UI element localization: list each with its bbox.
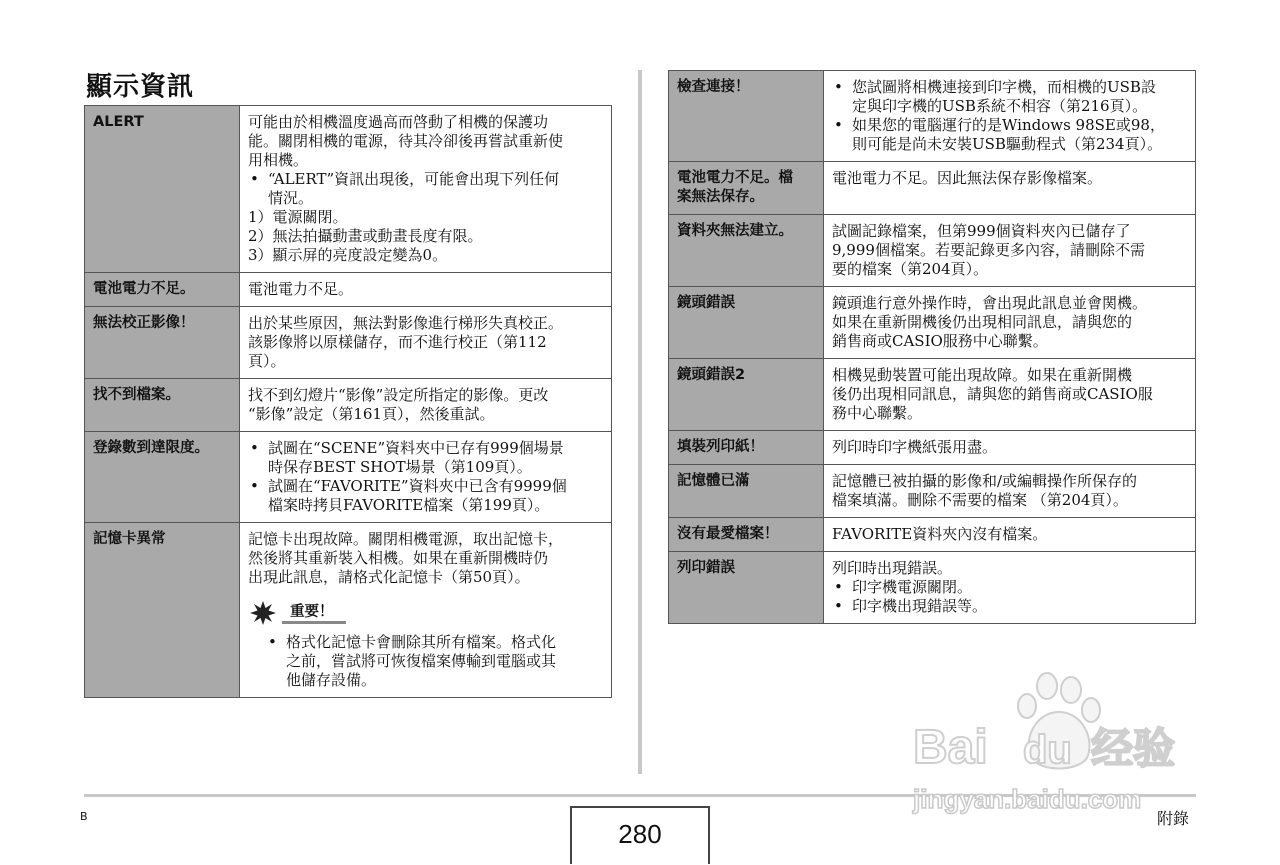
svg-text:du: du (1023, 728, 1072, 772)
starburst-icon (250, 601, 276, 625)
table-row (85, 379, 612, 432)
table-row (669, 71, 1196, 162)
page-number: 280 (570, 806, 710, 864)
message-description (824, 162, 1196, 215)
bullet-line: • 您試圖將相機連接到印字機，而相機的USB設 (852, 78, 1156, 96)
table-row (669, 552, 1196, 624)
message-description (824, 71, 1196, 162)
bullet-line: • 如果您的電腦運行的是Windows 98SE或98， (852, 116, 1165, 134)
bullet-line: • “ALERT”資訊出現後，可能會出現下列任何 (268, 170, 560, 188)
message-key-text: 記憶體已滿 (677, 473, 750, 489)
bullet-line: 定與印字機的USB系統不相容（第216頁）。 (852, 97, 1148, 115)
bullet-line: 檔案時拷貝FAVORITE檔案（第199頁）。 (268, 496, 550, 514)
bullet-item (248, 439, 603, 477)
description-line: 可能由於相機溫度過高而啓動了相機的保護功 (248, 113, 549, 131)
table-row (669, 215, 1196, 287)
bullet-line: 情況。 (268, 189, 314, 207)
message-description (240, 307, 612, 379)
message-key (669, 359, 824, 431)
description-line: 如果在重新開機後仍出現相同訊息，請與您的 (832, 313, 1133, 331)
message-description (824, 431, 1196, 465)
message-key (669, 518, 824, 552)
table-row (669, 518, 1196, 552)
numbered-item: 2）無法拍攝動畫或動畫長度有限。 (248, 227, 483, 245)
table-row (669, 162, 1196, 215)
description-line: 找不到幻燈片“影像”設定所指定的影像。更改 (248, 386, 549, 404)
watermark-url: jingyan.baidu.com (913, 784, 1142, 814)
message-key-text: 鏡頭錯誤2 (677, 367, 746, 383)
message-key-text: 資料夾無法建立。 (677, 223, 793, 239)
message-key-line: 案無法保存。 (677, 189, 764, 205)
message-description (824, 552, 1196, 624)
description-line: 銷售商或CASIO服務中心聯繫。 (832, 332, 1048, 350)
message-key-text: 無法校正影像！ (93, 315, 195, 331)
bullet-item (832, 578, 1187, 597)
table-row (85, 432, 612, 523)
description-line: 要的檔案（第204頁）。 (832, 260, 989, 278)
bullet-line: 他儲存設備。 (286, 671, 377, 689)
description-line: 用相機。 (248, 151, 309, 169)
table-row (669, 465, 1196, 518)
message-key-text: 登錄數到達限度。 (93, 440, 209, 456)
numbered-item: 1）電源關閉。 (248, 208, 348, 226)
table-row (669, 359, 1196, 431)
message-key (669, 162, 824, 215)
message-key (85, 432, 240, 523)
description-line: 試圖記錄檔案，但第999個資料夾內已儲存了 (832, 222, 1131, 240)
message-key (85, 273, 240, 307)
bullet-line: 時保存BEST SHOT場景（第109頁）。 (268, 458, 532, 476)
message-key (669, 552, 824, 624)
bullet-item (248, 170, 603, 208)
description-line: 列印時出現錯誤。 (832, 559, 953, 577)
table-row (85, 106, 612, 273)
message-key-text: 記憶卡異常 (93, 531, 166, 547)
message-description (824, 518, 1196, 552)
message-description (240, 379, 612, 432)
footer-left-mark: B (80, 810, 88, 823)
description-line: 能。關閉相機的電源，待其冷卻後再嘗試重新使 (248, 132, 564, 150)
message-key (669, 71, 824, 162)
svg-text:Bai: Bai (913, 721, 988, 774)
bullet-item (266, 633, 603, 690)
message-description (240, 106, 612, 273)
right-message-table (668, 70, 1196, 624)
important-notice (248, 601, 603, 625)
message-description (240, 273, 612, 307)
message-key (85, 379, 240, 432)
description-line: 電池電力不足。因此無法保存影像檔案。 (832, 169, 1103, 187)
description-line: 鏡頭進行意外操作時，會出現此訊息並會関機。 (832, 294, 1148, 312)
important-label: 重要！ (290, 604, 334, 620)
table-row (669, 287, 1196, 359)
footer-section-label: 附錄 (1157, 809, 1190, 828)
message-key (85, 523, 240, 698)
message-key-text: 電池電力不足。 (93, 281, 195, 297)
description-line: 然後將其重新裝入相機。如果在重新開機時仍 (248, 549, 549, 567)
description-line: 列印時印字機紙張用盡。 (832, 438, 998, 456)
message-key-text: 找不到檔案。 (93, 387, 180, 403)
message-key (85, 307, 240, 379)
description-line: 相機晃動裝置可能出現故障。如果在重新開機 (832, 366, 1133, 384)
description-line: 出於某些原因，無法對影像進行梯形失真校正。 (248, 314, 564, 332)
bullet-line: • 印字機電源關閉。 (852, 578, 973, 596)
description-line: 務中心聯繫。 (832, 404, 923, 422)
column-divider (638, 70, 642, 774)
message-description (824, 215, 1196, 287)
message-key-text: 填裝列印紙！ (677, 439, 764, 455)
message-key (669, 431, 824, 465)
message-description (824, 287, 1196, 359)
message-description (240, 432, 612, 523)
numbered-item: 3）顯示屏的亮度設定變為0。 (248, 246, 448, 264)
bullet-item (832, 597, 1187, 616)
description-line: 9,999個檔案。若要記錄更多內容，請刪除不需 (832, 241, 1145, 259)
message-description (240, 523, 612, 698)
description-line: 記憶卡出現故障。關閉相機電源，取出記憶卡， (248, 530, 564, 548)
bullet-line: 之前，嘗試將可恢復檔案傳輸到電腦或其 (286, 652, 557, 670)
svg-text:经验: 经验 (1091, 724, 1176, 773)
table-row (85, 523, 612, 698)
message-key-line: 電池電力不足。檔 (677, 170, 793, 186)
message-key-text: ALERT (93, 114, 144, 130)
bullet-item (832, 78, 1187, 116)
bullet-item (248, 477, 603, 515)
message-key (85, 106, 240, 273)
left-message-table (84, 105, 612, 698)
description-line: FAVORITE資料夾內沒有檔案。 (832, 525, 1048, 543)
message-key (669, 465, 824, 518)
bullet-line: • 試圖在“FAVORITE”資料夾中已含有9999個 (268, 477, 567, 495)
description-line: 出現此訊息，請格式化記憶卡（第50頁）。 (248, 568, 530, 586)
bullet-line: • 印字機出現錯誤等。 (852, 597, 988, 615)
message-key (669, 215, 824, 287)
bullet-line: • 試圖在“SCENE”資料夾中已存有999個場景 (268, 439, 564, 457)
message-key-text: 檢查連接！ (677, 79, 750, 95)
page-title: 顯示資訊 (86, 72, 195, 102)
description-line: 頁）。 (248, 352, 286, 370)
description-line: 該影像將以原樣儲存，而不進行校正（第112 (248, 333, 547, 351)
table-row (669, 431, 1196, 465)
message-key-text: 列印錯誤 (677, 560, 735, 576)
bullet-line: 則可能是尚未安裝USB驅動程式（第234頁）。 (852, 135, 1163, 153)
description-line: 記憶體已被拍攝的影像和/或編輯操作所保存的 (832, 472, 1138, 490)
table-row (85, 273, 612, 307)
bullet-line: • 格式化記憶卡會刪除其所有檔案。格式化 (286, 633, 557, 651)
description-line: 電池電力不足。 (248, 280, 354, 298)
message-key-text: 沒有最愛檔案！ (677, 526, 779, 542)
message-key-text: 鏡頭錯誤 (677, 295, 735, 311)
table-row (85, 307, 612, 379)
description-line: 後仍出現相同訊息，請與您的銷售商或CASIO服 (832, 385, 1153, 403)
message-description (824, 359, 1196, 431)
message-key (669, 287, 824, 359)
bullet-item (832, 116, 1187, 154)
description-line: “影像”設定（第161頁），然後重試。 (248, 405, 495, 423)
message-description (824, 465, 1196, 518)
important-list (248, 633, 603, 690)
description-line: 檔案填滿。刪除不需要的檔案 （第204頁）。 (832, 491, 1128, 509)
